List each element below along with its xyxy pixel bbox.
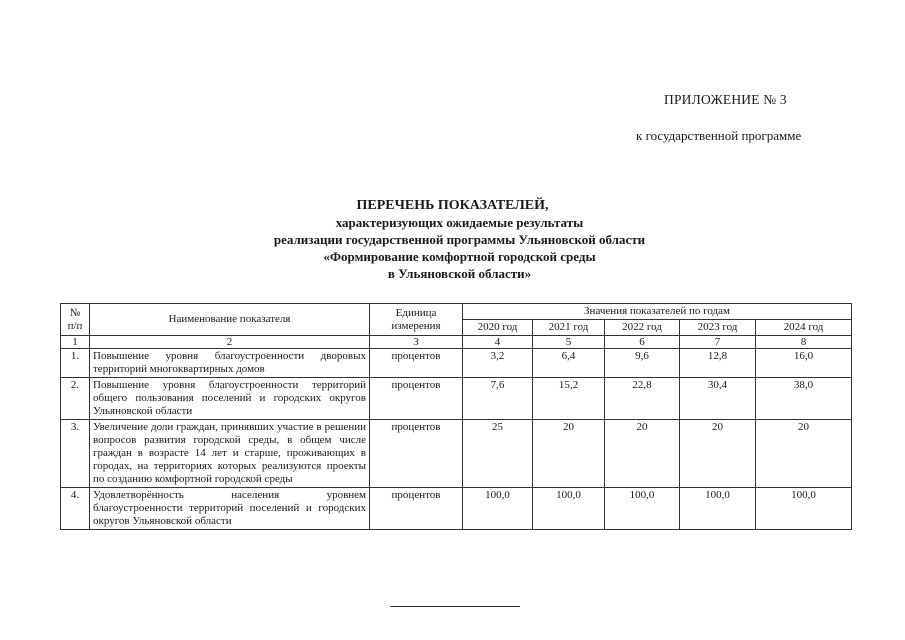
value-cell: 20 — [756, 420, 852, 488]
year-header: 2023 год — [680, 320, 756, 336]
value-cell: 38,0 — [756, 378, 852, 420]
header-values: Значения показателей по годам — [463, 304, 852, 320]
appendix-label: ПРИЛОЖЕНИЕ № 3 — [664, 92, 787, 107]
value-cell: 7,6 — [463, 378, 533, 420]
value-cell: 20 — [680, 420, 756, 488]
table-row — [61, 420, 852, 488]
value-cell: 20 — [533, 420, 605, 488]
header-name: Наименование показателя — [90, 304, 370, 336]
title-line-2: характеризующих ожидаемые результаты — [335, 215, 584, 230]
footer-divider — [390, 606, 520, 607]
table-header-row — [61, 304, 852, 320]
row-number: 2. — [61, 378, 90, 420]
table-row — [61, 349, 852, 378]
indicator-name: Удовлетворённость населения уровнем благоустроенности территорий поселений и городских округов Ульяновской области — [90, 488, 370, 530]
table-row — [61, 488, 852, 530]
indicators-table — [60, 303, 852, 530]
title-line-3: реализации государственной программы Ульяновской области — [273, 232, 646, 247]
value-cell: 30,4 — [680, 378, 756, 420]
col-index: 6 — [605, 336, 680, 349]
value-cell: 12,8 — [680, 349, 756, 378]
indicator-name: Повышение уровня благоустроенности территорий общего пользования поселений и городских округов Ульяновской области — [90, 378, 370, 420]
indicator-unit: процентов — [370, 378, 463, 420]
row-number: 1. — [61, 349, 90, 378]
header-unit: Единица измерения — [370, 304, 463, 336]
column-index-row — [61, 336, 852, 349]
value-cell: 9,6 — [605, 349, 680, 378]
value-cell: 6,4 — [533, 349, 605, 378]
year-header: 2020 год — [463, 320, 533, 336]
year-header: 2022 год — [605, 320, 680, 336]
document-title — [0, 197, 905, 282]
indicator-unit: процентов — [370, 420, 463, 488]
col-index: 8 — [756, 336, 852, 349]
title-line-1: ПЕРЕЧЕНЬ ПОКАЗАТЕЛЕЙ, — [356, 198, 549, 213]
value-cell: 100,0 — [605, 488, 680, 530]
indicator-unit: процентов — [370, 349, 463, 378]
indicator-name: Увеличение доли граждан, принявших участие в решении вопросов развития городской среды, в общем числе граждан в возрасте 14 лет и старше, проживающих в городах, на территориях которых реализуются проекты по созданию комфортной городской среды — [90, 420, 370, 488]
value-cell: 22,8 — [605, 378, 680, 420]
value-cell: 16,0 — [756, 349, 852, 378]
value-cell: 3,2 — [463, 349, 533, 378]
value-cell: 100,0 — [680, 488, 756, 530]
header-num: № п/п — [61, 304, 90, 336]
value-cell: 100,0 — [756, 488, 852, 530]
table-row — [61, 378, 852, 420]
value-cell: 20 — [605, 420, 680, 488]
year-header: 2021 год — [533, 320, 605, 336]
col-index: 1 — [61, 336, 90, 349]
year-header: 2024 год — [756, 320, 852, 336]
indicator-unit: процентов — [370, 488, 463, 530]
appendix-subtitle: к государственной программе — [636, 128, 802, 143]
value-cell: 15,2 — [533, 378, 605, 420]
value-cell: 25 — [463, 420, 533, 488]
value-cell: 100,0 — [533, 488, 605, 530]
indicator-name: Повышение уровня благоустроенности дворовых территорий многоквартирных домов — [90, 349, 370, 378]
title-line-5: в Ульяновской области» — [387, 266, 532, 281]
col-index: 4 — [463, 336, 533, 349]
value-cell: 100,0 — [463, 488, 533, 530]
row-number: 4. — [61, 488, 90, 530]
col-index: 3 — [370, 336, 463, 349]
title-line-4: «Формирование комфортной городской среды — [323, 249, 596, 264]
col-index: 7 — [680, 336, 756, 349]
col-index: 5 — [533, 336, 605, 349]
col-index: 2 — [90, 336, 370, 349]
row-number: 3. — [61, 420, 90, 488]
